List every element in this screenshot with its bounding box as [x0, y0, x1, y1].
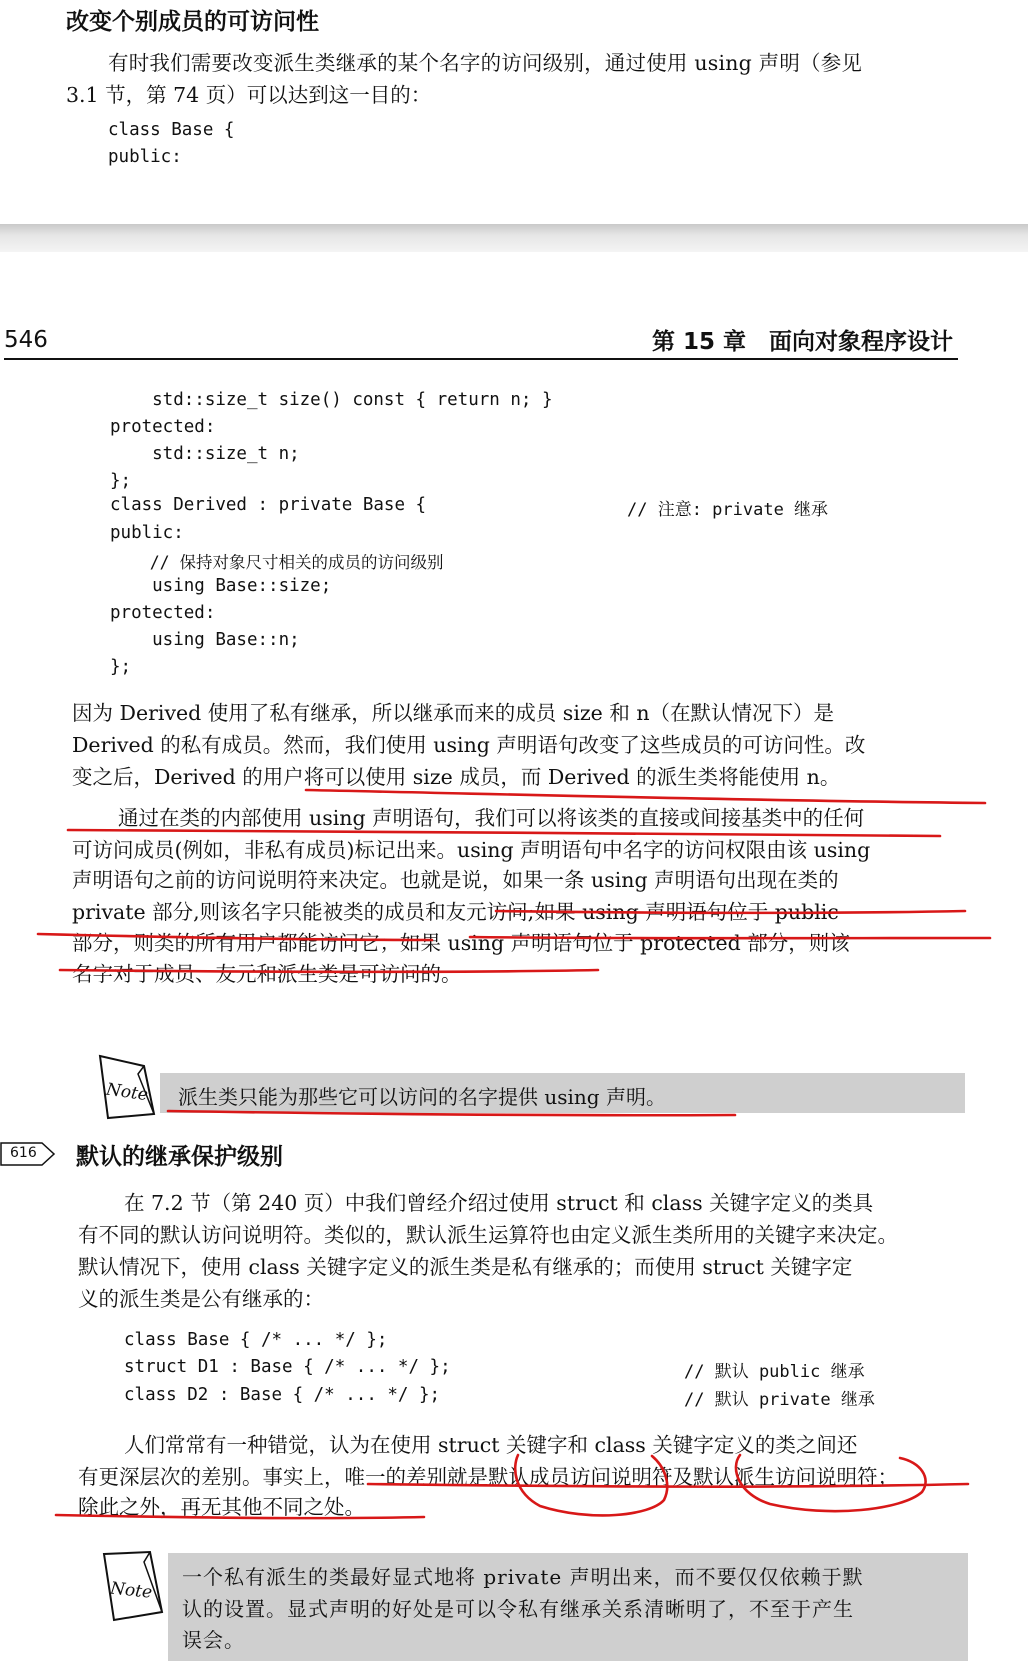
code-line: class Base { /* ... */ };	[124, 1330, 388, 1350]
code-line: };	[110, 657, 132, 677]
code-line: protected:	[110, 417, 216, 437]
code-line: // 保持对象尺寸相关的成员的访问级别	[110, 553, 444, 572]
para-line: 可访问成员(例如，非私有成员)标记出来。using 声明语句中名字的访问权限由该 using	[72, 838, 871, 862]
code-line: using Base::size;	[110, 576, 332, 596]
code-line: struct D1 : Base { /* ... */ };	[124, 1357, 451, 1377]
para-line: 部分，则类的所有用户都能访问它；如果 using 声明语句位于 protected 部分，则该	[72, 931, 850, 955]
para-line: 义的派生类是公有继承的：	[78, 1287, 324, 1311]
code-comment: // 默认 private 继承	[684, 1390, 875, 1410]
code-line: std::size_t size() const { return n; }	[110, 390, 553, 410]
para-line: 默认情况下，使用 class 关键字定义的派生类是私有继承的；而使用 struct 关键字定	[78, 1255, 853, 1279]
note-text: 派生类只能为那些它可以访问的名字提供 using 声明。	[178, 1085, 666, 1109]
header-rule	[4, 358, 958, 360]
note-text-line: 认的设置。显式声明的好处是可以令私有继承关系清晰明了，不至于产生	[182, 1597, 854, 1621]
para-line: 通过在类的内部使用 using 声明语句，我们可以将该类的直接或间接基类中的任何	[118, 806, 865, 830]
para-line: 声明语句之前的访问说明符来决定。也就是说，如果一条 using 声明语句出现在类的	[72, 868, 839, 892]
note-icon-label: Note	[104, 1079, 150, 1106]
top-page-fragment	[0, 0, 1028, 222]
para-line: 人们常常有一种错觉，认为在使用 struct 关键字和 class 关键字定义的类之间还	[124, 1433, 858, 1457]
margin-page-marker-label: 616	[10, 1145, 37, 1161]
chapter-title: 第 15 章 面向对象程序设计	[652, 329, 954, 355]
para-line: 有不同的默认访问说明符。类似的，默认派生运算符也由定义派生类所用的关键字来决定。	[78, 1223, 898, 1247]
section-heading-default-inheritance: 默认的继承保护级别	[76, 1144, 283, 1170]
para-line: 名字对于成员、友元和派生类是可访问的。	[72, 962, 462, 986]
code-line: protected:	[110, 603, 216, 623]
page-number: 546	[4, 327, 48, 353]
para-line: Derived 的私有成员。然而，我们使用 using 声明语句改变了这些成员的可访问性。改	[72, 733, 866, 757]
section-heading-access: 改变个别成员的可访问性	[66, 9, 319, 35]
code-comment: // 注意: private 继承	[627, 500, 829, 520]
para-line: 除此之外，再无其他不同之处。	[78, 1495, 365, 1519]
para-line: 变之后，Derived 的用户将可以使用 size 成员，而 Derived 的派生类将能使用 n。	[72, 765, 841, 789]
top-para-line-1: 有时我们需要改变派生类继承的某个名字的访问级别，通过使用 using 声明（参见	[108, 51, 863, 75]
note-icon	[88, 1052, 160, 1124]
note-text-line: 一个私有派生的类最好显式地将 private 声明出来，而不要仅仅依赖于默	[182, 1565, 864, 1589]
page-gap-shadow	[0, 224, 1028, 252]
code-line: };	[110, 471, 132, 491]
para-line: 有更深层次的差别。事实上，唯一的差别就是默认成员访问说明符及默认派生访问说明符；	[78, 1465, 898, 1489]
code-line: class Derived : private Base {	[110, 495, 427, 515]
para-line: private 部分,则该名字只能被类的成员和友元访问;如果 using 声明语句位于 public	[72, 900, 839, 924]
para-line: 因为 Derived 使用了私有继承，所以继承而来的成员 size 和 n（在默认情况下）是	[72, 701, 835, 725]
top-code-line-1: class Base {	[108, 120, 235, 140]
code-line: class D2 : Base { /* ... */ };	[124, 1385, 441, 1405]
top-para-line-2: 3.1 节，第 74 页）可以达到这一目的：	[66, 83, 432, 107]
code-line: using Base::n;	[110, 630, 300, 650]
top-code-line-2: public:	[108, 147, 182, 167]
note-icon	[98, 1548, 170, 1628]
note-text-line: 误会。	[182, 1628, 245, 1652]
code-line: public:	[110, 523, 184, 543]
code-comment: // 默认 public 继承	[684, 1362, 865, 1382]
para-line: 在 7.2 节（第 240 页）中我们曾经介绍过使用 struct 和 class 关键字定义的类具	[124, 1191, 874, 1215]
note-icon-label: Note	[109, 1578, 154, 1603]
code-line: std::size_t n;	[110, 444, 300, 464]
